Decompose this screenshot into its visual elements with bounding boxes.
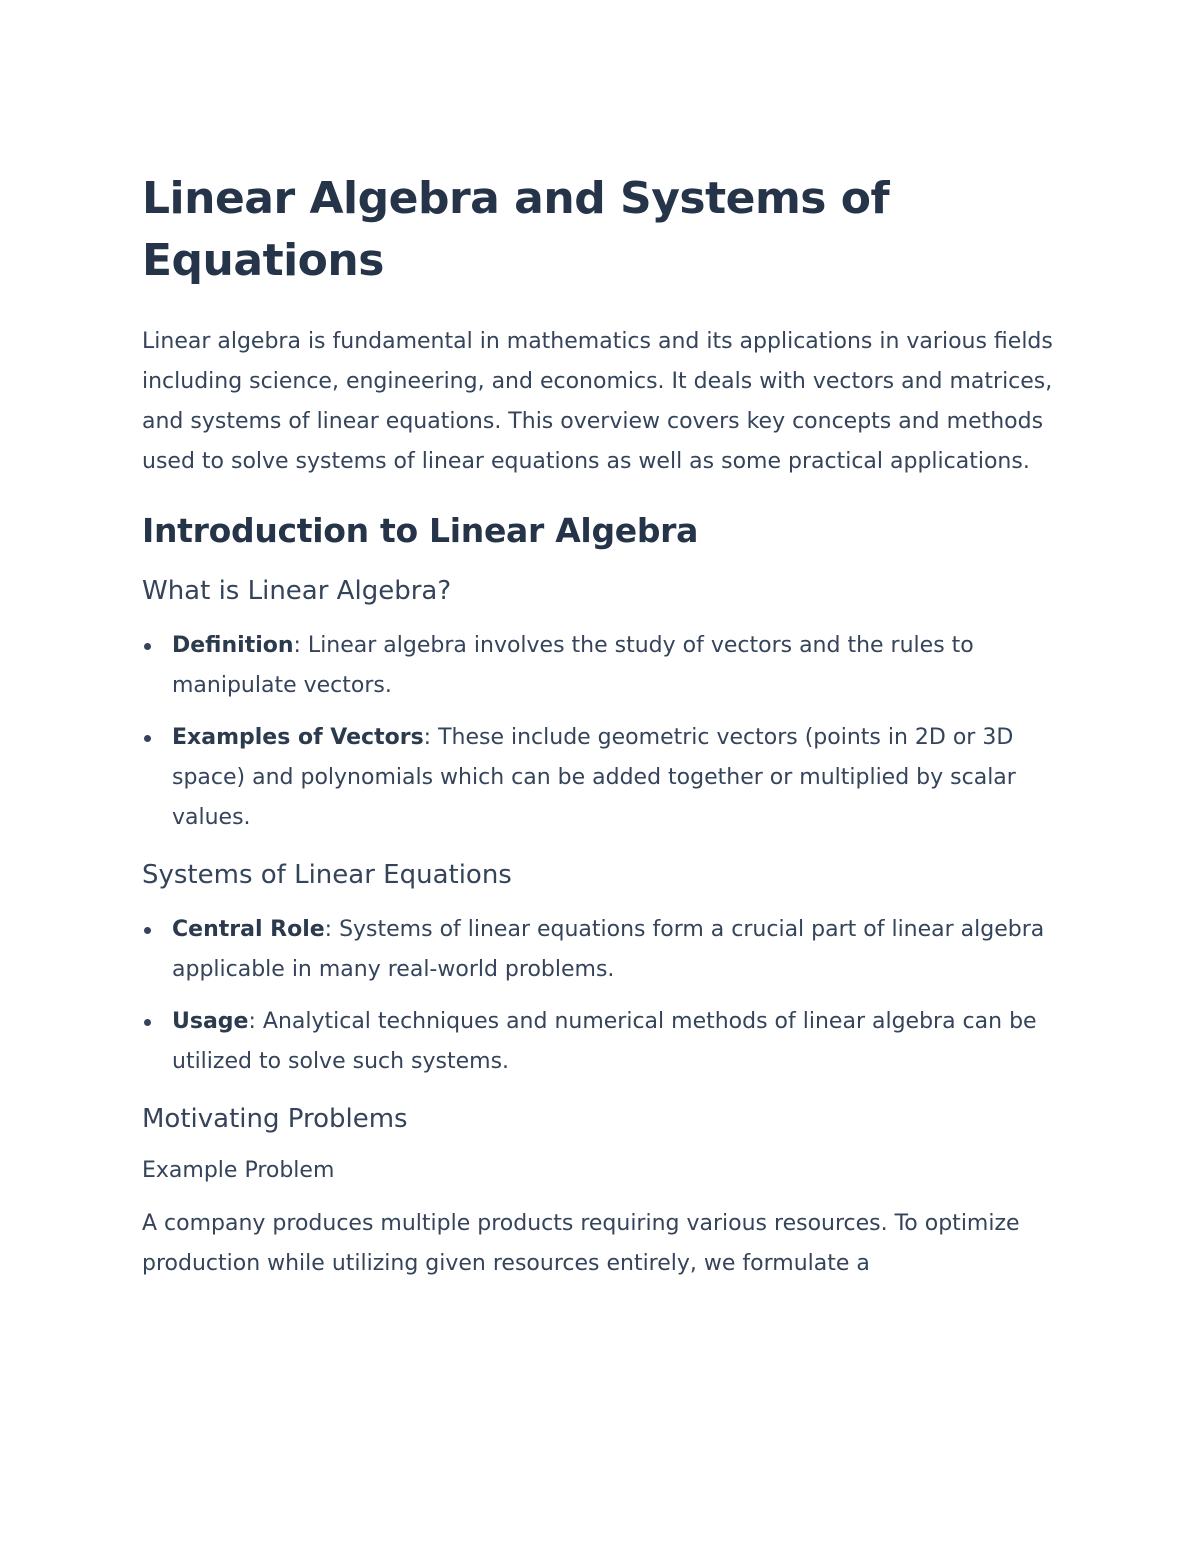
example-problem-paragraph: A company produces multiple products requiring various resources. To optimize production while utilizing given resources entirely, we formulate a bbox=[142, 1211, 1020, 1276]
list-item-text: : Linear algebra involves the study of vectors and the rules to manipulate vectors. bbox=[172, 633, 974, 698]
list-what-is bbox=[142, 626, 1062, 838]
list-item bbox=[142, 626, 1062, 706]
section-heading-introduction: Introduction to Linear Algebra bbox=[142, 511, 699, 550]
document-title: Linear Algebra and Systems of Equations bbox=[142, 173, 890, 286]
list-item-text: : Systems of linear equations form a crucial part of linear algebra applicable in many real-world problems. bbox=[172, 917, 1045, 982]
bullet-icon bbox=[144, 735, 151, 742]
list-systems bbox=[142, 910, 1062, 1082]
list-item-text: : Analytical techniques and numerical methods of linear algebra can be utilized to solve such systems. bbox=[172, 1009, 1037, 1074]
intro-paragraph: Linear algebra is fundamental in mathematics and its applications in various fields including science, engineering, and economics. It deals with vectors and matrices, and systems of linear equations. This overview covers key concepts and methods used to solve systems of linear equations as well as some practical applications. bbox=[142, 329, 1053, 474]
list-item bbox=[142, 910, 1062, 990]
list-item bbox=[142, 718, 1062, 838]
subheading-systems-of-linear-equations: Systems of Linear Equations bbox=[142, 860, 512, 890]
bullet-icon bbox=[144, 927, 151, 934]
bullet-icon bbox=[144, 1019, 151, 1026]
bullet-icon bbox=[144, 643, 151, 650]
list-item-term: Definition bbox=[172, 633, 294, 658]
subheading-example-problem: Example Problem bbox=[142, 1158, 335, 1183]
subheading-motivating-problems: Motivating Problems bbox=[142, 1104, 408, 1134]
document-page bbox=[142, 168, 1062, 1284]
subheading-what-is-linear-algebra: What is Linear Algebra? bbox=[142, 576, 452, 606]
list-item bbox=[142, 1002, 1062, 1082]
list-item-term: Usage bbox=[172, 1009, 249, 1034]
list-item-term: Examples of Vectors bbox=[172, 725, 424, 750]
list-item-term: Central Role bbox=[172, 917, 325, 942]
list-item-text: : These include geometric vectors (points in 2D or 3D space) and polynomials which can be added together or multiplied by scalar values. bbox=[172, 725, 1016, 830]
